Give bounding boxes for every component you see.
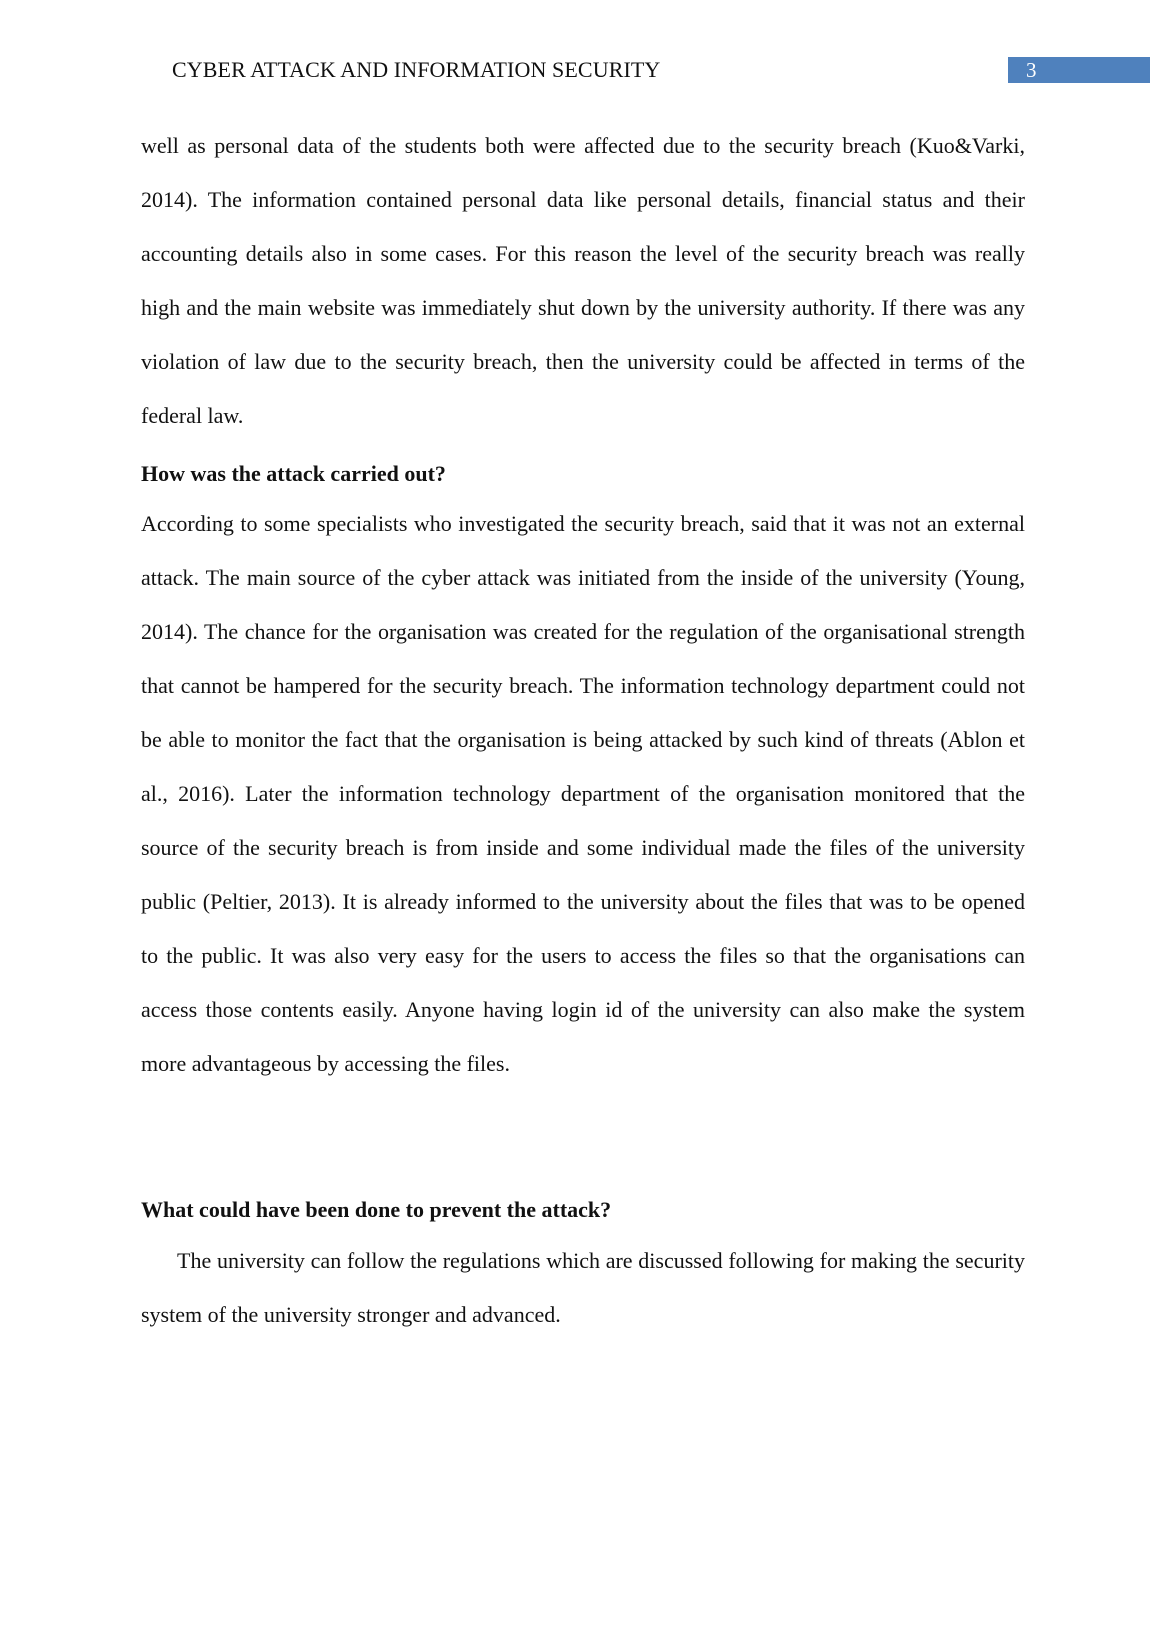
running-head-title: CYBER ATTACK AND INFORMATION SECURITY — [172, 57, 661, 82]
page-number-badge — [1008, 57, 1150, 83]
page-number: 3 — [1026, 58, 1037, 82]
body-paragraph-3: The university can follow the regulations which are discussed following for making the security system of the university stronger and advanced. — [141, 1248, 1025, 1327]
body-paragraph-2: According to some specialists who investigated the security breach, said that it was not an external attack. The main source of the cyber attack was initiated from the inside of the university (Young, 2014). The chance for the organisation was created for the regulation of the organisational strength that cannot be hampered for the security breach. The information technology department could not be able to monitor the fact that the organisation is being attacked by such kind of threats (Ablon et al., 2016). Later the information technology department of the organisation monitored that the source of the security breach is from inside and some individual made the files of the university public (Peltier, 2013). It is already informed to the university about the files that was to be opened to the public. It was also very easy for the users to access the files so that the organisations can access those contents easily. Anyone having login id of the university can also make the system more advantageous by accessing the files. — [141, 511, 1025, 1076]
section-heading-attack: How was the attack carried out? — [141, 461, 446, 486]
body-paragraph-1: well as personal data of the students both were affected due to the security breach (Kuo&Varki, 2014). The information contained personal data like personal details, financial status and their accounting details also in some cases. For this reason the level of the security breach was really high and the main website was immediately shut down by the university authority. If there was any violation of law due to the security breach, then the university could be affected in terms of the federal law. — [141, 133, 1025, 428]
section-heading-prevention: What could have been done to prevent the attack? — [141, 1197, 612, 1222]
